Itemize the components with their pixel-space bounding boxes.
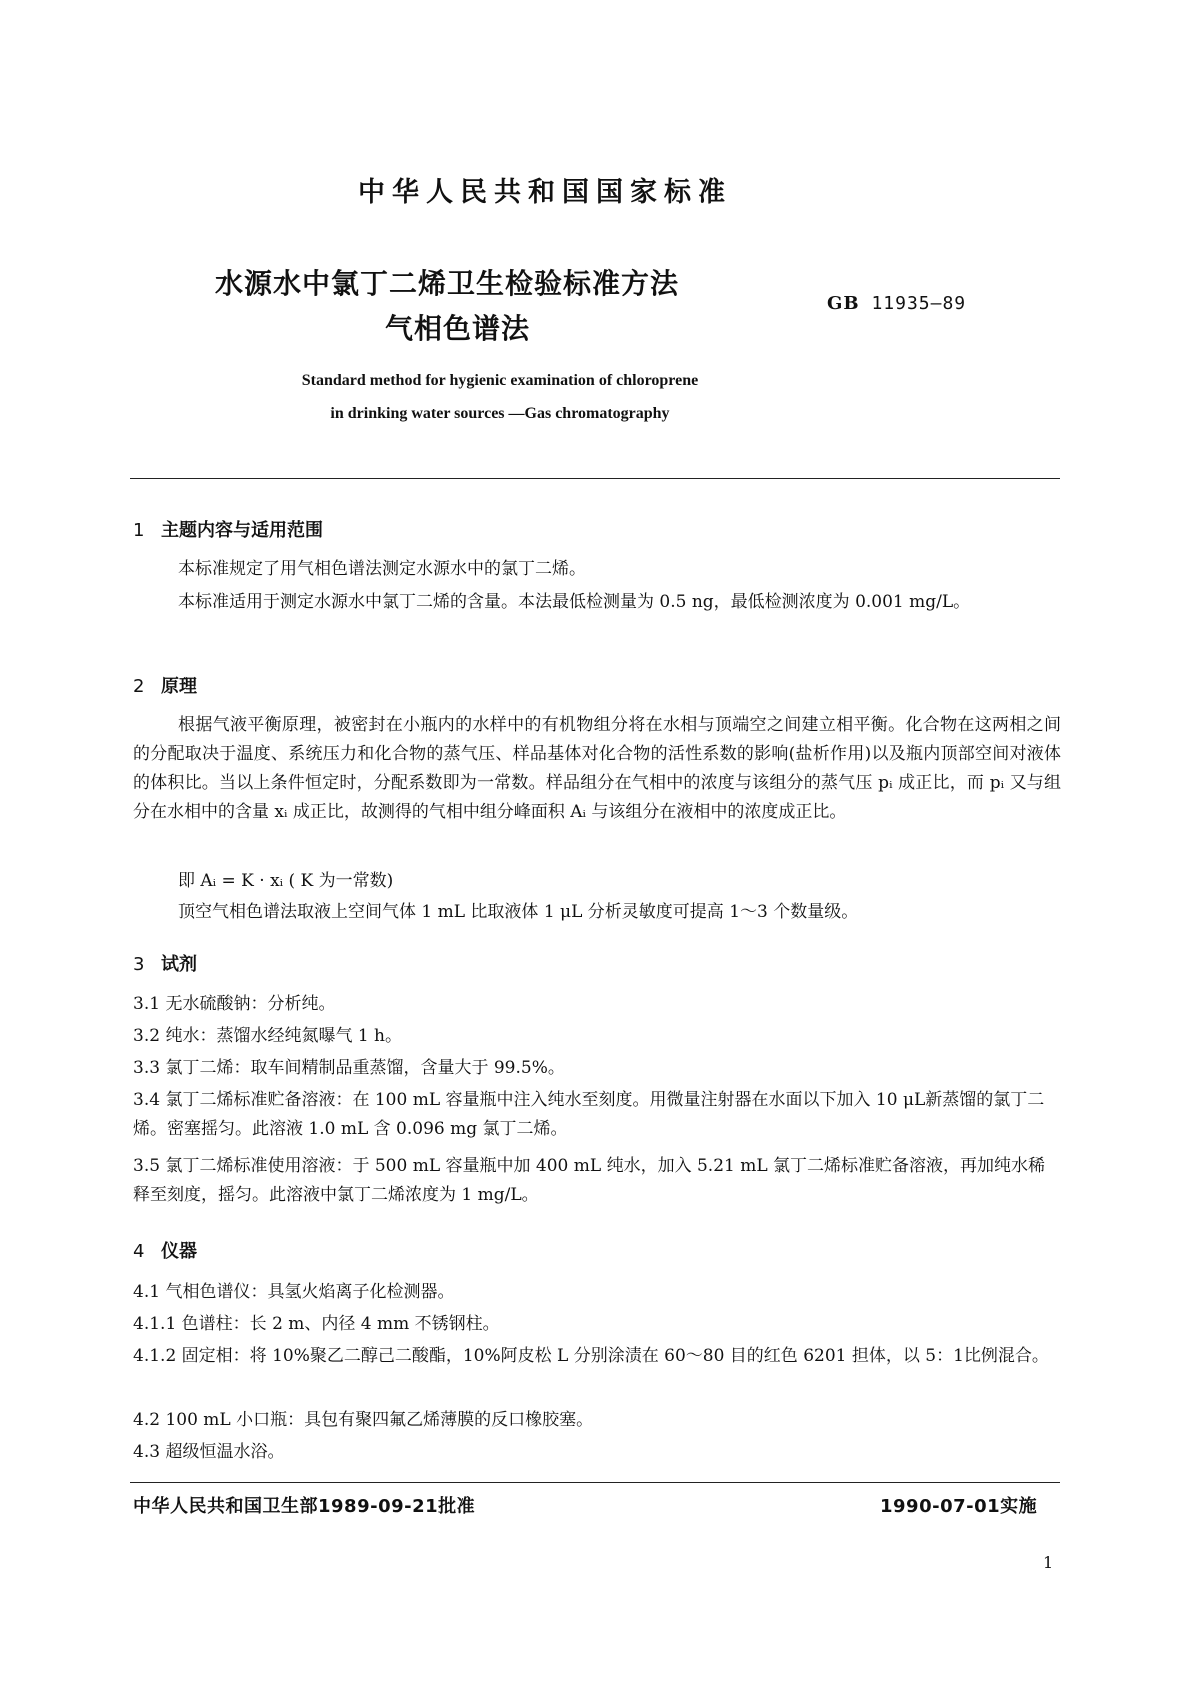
reagent-item-3-4: 3.4 氯丁二烯标准贮备溶液：在 100 mL 容量瓶中注入纯水至刻度。用微量注射器在水面以下加入 10 μL新蒸馏的氯丁二烯。密塞摇匀。此溶液 1.0 mL 含 0.096 mg 氯丁二烯。 [133, 1090, 1045, 1139]
section-heading-2: 2 原理 [133, 676, 197, 697]
standard-prefix: GB [827, 293, 860, 314]
standard-agency-header: 中华人民共和国国家标准 [358, 177, 732, 208]
apparatus-item-4-1-1: 4.1.1 色谱柱：长 2 m、内径 4 mm 不锈钢柱。 [133, 1314, 500, 1334]
reagent-item-3-1: 3.1 无水硫酸钠：分析纯。 [133, 994, 336, 1014]
apparatus-item-4-1-2: 4.1.2 固定相：将 10%聚乙二醇己二酸酯，10%阿皮松 L 分别涂渍在 60～80 目的红色 6201 担体，以 5：1比例混合。 [133, 1346, 1049, 1366]
section-2-paragraph-1: 根据气液平衡原理，被密封在小瓶内的水样中的有机物组分将在水相与顶端空之间建立相平衡。化合物在这两相之间的分配取决于温度、系统压力和化合物的蒸气压、样品基体对化合物的活性系数的影响(盐析作用)以及瓶内顶部空间对液体的体积比。当以上条件恒定时，分配系数即为一常数。样品组分在气相中的浓度与该组分的蒸气压 pᵢ 成正比，而 pᵢ 又与组分在水相中的含量 xᵢ 成正比，故测得的气相中组分峰面积 Aᵢ 与该组分在液相中的浓度成正比。 [133, 715, 1061, 822]
standard-number [827, 293, 966, 314]
section-heading-3: 3 试剂 [133, 954, 197, 975]
apparatus-item-4-1: 4.1 气相色谱仪：具氢火焰离子化检测器。 [133, 1282, 455, 1302]
section-2-formula: 即 Aᵢ = K · xᵢ ( K 为一常数) [178, 871, 394, 891]
english-title-line2: in drinking water sources —Gas chromatography [330, 405, 670, 422]
section-2-paragraph-3: 顶空气相色谱法取液上空间气体 1 mL 比取液体 1 μL 分析灵敏度可提高 1～3 个数量级。 [178, 902, 859, 922]
section-heading-1: 1 主题内容与适用范围 [133, 520, 323, 541]
section-1-paragraph-1: 本标准规定了用气相色谱法测定水源水中的氯丁二烯。 [178, 559, 586, 579]
english-title-line1: Standard method for hygienic examination of chloroprene [301, 372, 699, 389]
approval-date: 中华人民共和国卫生部1989-09-21批准 [133, 1496, 476, 1517]
reagent-item-3-2: 3.2 纯水：蒸馏水经纯氮曝气 1 h。 [133, 1026, 403, 1046]
effective-date: 1990-07-01实施 [880, 1496, 1038, 1517]
reagent-item-3-5: 3.5 氯丁二烯标准使用溶液：于 500 mL 容量瓶中加 400 mL 纯水，加入 5.21 mL 氯丁二烯标准贮备溶液，再加纯水稀释至刻度，摇匀。此溶液中氯丁二烯浓度为 1 mg/L。 [133, 1156, 1046, 1205]
apparatus-item-4-2: 4.2 100 mL 小口瓶：具包有聚四氟乙烯薄膜的反口橡胶塞。 [133, 1410, 594, 1430]
document-title-line1: 水源水中氯丁二烯卫生检验标准方法 [215, 267, 680, 300]
section-1-paragraph-2: 本标准适用于测定水源水中氯丁二烯的含量。本法最低检测量为 0.5 ng，最低检测浓度为 0.001 mg/L。 [178, 592, 971, 612]
apparatus-item-4-3: 4.3 超级恒温水浴。 [133, 1442, 285, 1462]
section-heading-4: 4 仪器 [133, 1241, 197, 1262]
header-divider [130, 478, 1060, 479]
reagent-item-3-3: 3.3 氯丁二烯：取车间精制品重蒸馏，含量大于 99.5%。 [133, 1058, 565, 1078]
footer-divider [130, 1482, 1060, 1483]
standard-code: 11935—89 [871, 293, 967, 314]
document-title-line2: 气相色谱法 [385, 312, 531, 345]
page-number: 1 [1043, 1553, 1054, 1572]
